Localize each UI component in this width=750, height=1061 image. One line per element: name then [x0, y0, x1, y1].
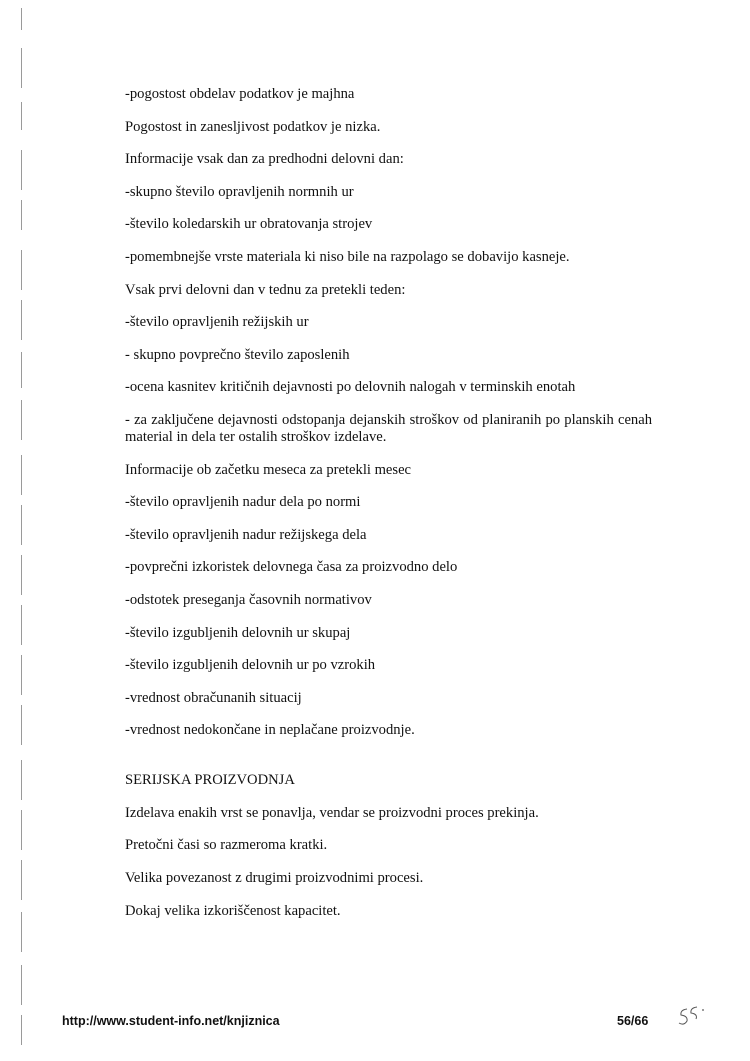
scan-mark: [21, 860, 22, 900]
list-item: - skupno povprečno število zaposlenih: [125, 346, 350, 363]
paragraph: Pogostost in zanesljivost podatkov je nizka.: [125, 118, 381, 135]
list-item: -vrednost nedokončane in neplačane proizvodnje.: [125, 722, 415, 739]
scan-mark: [21, 1015, 22, 1045]
scan-mark: [21, 810, 22, 850]
scan-mark: [21, 48, 22, 88]
scan-mark: [21, 300, 22, 340]
paragraph: Velika povezanost z drugimi proizvodnimi procesi.: [125, 870, 424, 887]
list-item: -število opravljenih režijskih ur: [125, 314, 309, 331]
paragraph: Dokaj velika izkoriščenost kapacitet.: [125, 902, 341, 919]
list-item: -število izgubljenih delovnih ur po vzrokih: [125, 657, 376, 674]
scan-mark: [21, 455, 22, 495]
scan-mark: [21, 102, 22, 130]
page-number: 56/66: [617, 1014, 649, 1028]
scan-mark: [21, 965, 22, 1005]
scan-mark: [21, 760, 22, 800]
scan-mark: [21, 705, 22, 745]
section-heading: SERIJSKA PROIZVODNJA: [125, 772, 295, 789]
footer-url: http://www.student-info.net/knjiznica: [62, 1014, 280, 1028]
document-body: [125, 86, 652, 935]
scan-mark: [21, 8, 22, 30]
list-item: - za zaključene dejavnosti odstopanja dejanskih stroškov od planiranih po planskih cenah material in dela ter ostalih stroškov izdelave.: [125, 411, 652, 445]
list-item: -število opravljenih nadur dela po normi: [125, 494, 361, 511]
handwritten-page-mark: [676, 1004, 710, 1030]
scan-mark: [21, 250, 22, 290]
scan-mark: [21, 555, 22, 595]
list-item: -število koledarskih ur obratovanja strojev: [125, 216, 373, 233]
scan-mark: [21, 505, 22, 545]
list-item: -število izgubljenih delovnih ur skupaj: [125, 624, 351, 641]
list-item: -vrednost obračunanih situacij: [125, 689, 302, 706]
scan-mark: [21, 400, 22, 440]
scan-mark: [21, 605, 22, 645]
scan-mark: [21, 352, 22, 388]
paragraph: Pretočni časi so razmeroma kratki.: [125, 837, 328, 854]
paragraph: Izdelava enakih vrst se ponavlja, vendar se proizvodni proces prekinja.: [125, 804, 539, 821]
list-item: -pomembnejše vrste materiala ki niso bile na razpolago se dobavijo kasneje.: [125, 248, 570, 265]
paragraph: Informacije vsak dan za predhodni delovni dan:: [125, 151, 404, 168]
list-item: -skupno število opravljenih normnih ur: [125, 183, 354, 200]
list-item: -povprečni izkoristek delovnega časa za proizvodno delo: [125, 559, 458, 576]
paragraph: Informacije ob začetku meseca za pretekli mesec: [125, 461, 412, 478]
scan-mark: [21, 655, 22, 695]
list-item: -pogostost obdelav podatkov je majhna: [125, 86, 355, 102]
list-item: -odstotek preseganja časovnih normativov: [125, 591, 372, 608]
scan-mark: [21, 912, 22, 952]
list-item: -število opravljenih nadur režijskega dela: [125, 526, 367, 543]
scan-mark: [21, 200, 22, 230]
list-item: -ocena kasnitev kritičnih dejavnosti po delovnih nalogah v terminskih enotah: [125, 379, 576, 396]
scan-mark: [21, 150, 22, 190]
paragraph: Vsak prvi delovni dan v tednu za pretekli teden:: [125, 281, 406, 298]
